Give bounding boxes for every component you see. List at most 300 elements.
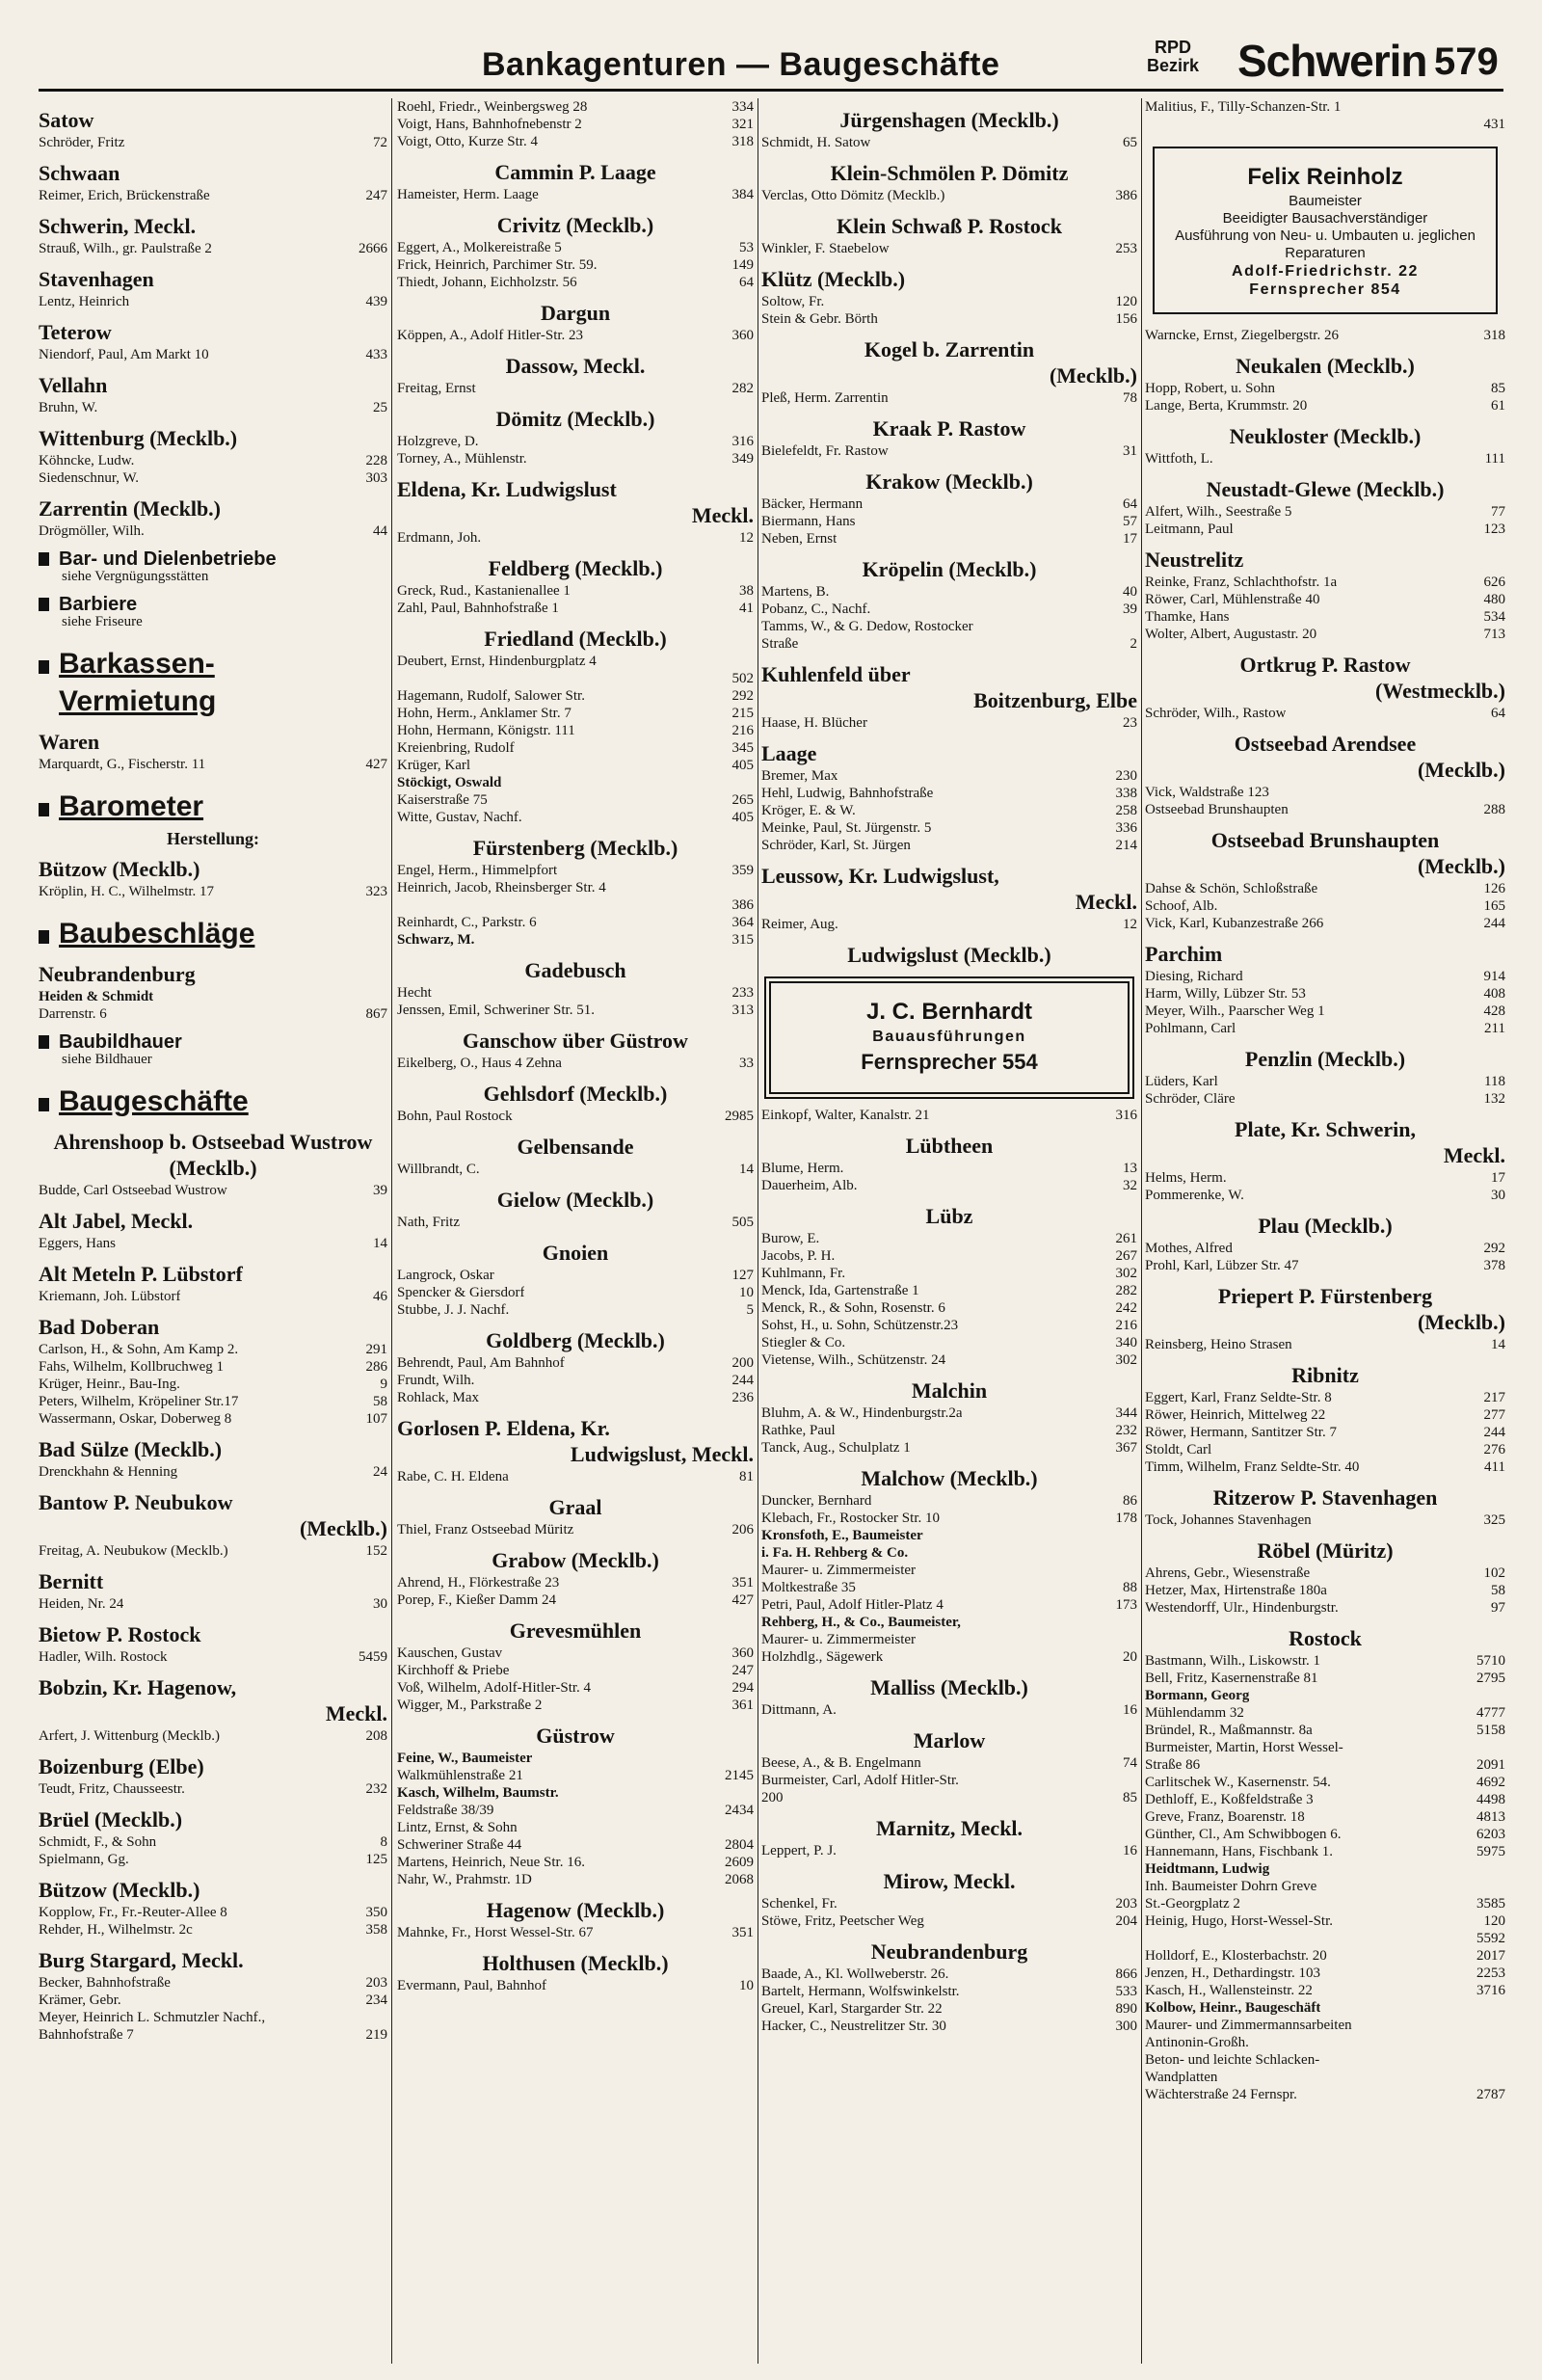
phone-number: 156	[1115, 311, 1137, 327]
directory-entry	[39, 989, 387, 1005]
place-name: Neubrandenburg	[39, 962, 196, 986]
phone-number: 97	[1491, 1600, 1505, 1616]
phone-number: 294	[731, 1680, 754, 1696]
phone-number: 427	[365, 757, 387, 772]
directory-entry	[761, 1335, 1137, 1351]
directory-entry	[1145, 1983, 1505, 1999]
entry-name: Krämer, Gebr.	[39, 1992, 121, 2008]
directory-entry	[1145, 1705, 1505, 1722]
entry-name: Bruhn, W.	[39, 400, 98, 415]
cross-reference: siehe Friseure	[62, 614, 143, 629]
phone-number: 288	[1483, 802, 1505, 817]
entry-name: Tanck, Aug., Schulplatz 1	[761, 1440, 911, 1456]
entry-name: Röwer, Carl, Mühlenstraße 40	[1145, 592, 1320, 607]
directory-entry	[1145, 609, 1505, 626]
place-heading	[397, 555, 754, 581]
entry-name: Greve, Franz, Boarenstr. 18	[1145, 1809, 1305, 1825]
phone-number: 282	[1115, 1283, 1137, 1298]
phone-number: 111	[1484, 451, 1505, 467]
entry-name: i. Fa. H. Rehberg & Co.	[761, 1545, 909, 1561]
phone-number: 216	[1115, 1318, 1137, 1333]
place-heading	[39, 1489, 387, 1541]
phone-number: 277	[1483, 1407, 1505, 1423]
entry-name: Schwarz, M.	[397, 932, 475, 948]
directory-entry	[761, 1266, 1137, 1282]
directory-entry	[1145, 1671, 1505, 1687]
directory-entry	[1145, 881, 1505, 897]
directory-entry	[1145, 1442, 1505, 1458]
place-name: Holthusen (Mecklb.)	[482, 1951, 669, 1975]
phone-number: 2434	[725, 1803, 754, 1818]
phone-number: 216	[731, 723, 754, 738]
place-name: Goldberg (Mecklb.)	[486, 1328, 665, 1352]
ad-line: Beeidigter Bausachverständiger	[1222, 210, 1428, 227]
entry-name: Wigger, M., Parkstraße 2	[397, 1698, 543, 1713]
entry-name: Bielefeldt, Fr. Rastow	[761, 443, 889, 459]
directory-entry	[397, 1663, 754, 1679]
place-heading	[761, 1815, 1137, 1841]
directory-entry	[397, 187, 754, 203]
entry-name: Jacobs, P. H.	[761, 1248, 836, 1264]
directory-entry	[39, 1289, 387, 1305]
entry-name: Rathke, Paul	[761, 1423, 836, 1438]
directory-entry	[39, 1377, 387, 1393]
entry-name: Feine, W., Baumeister	[397, 1751, 533, 1766]
entry-name: Drögmöller, Wilh.	[39, 523, 145, 539]
phone-number: 14	[739, 1162, 754, 1177]
category-heading: Baubildhauer	[39, 1034, 387, 1051]
phone-number: 152	[365, 1543, 387, 1559]
place-name: Schwerin, Meckl.	[39, 214, 197, 238]
directory-entry	[39, 1342, 387, 1358]
place-name-cont: Boitzenburg, Elbe	[973, 688, 1137, 712]
phone-number: 247	[731, 1663, 754, 1678]
directory-entry	[39, 400, 387, 416]
place-heading	[1145, 827, 1505, 879]
entry-name: Nahr, W., Prahmstr. 1D	[397, 1872, 532, 1887]
directory-entry	[1145, 1583, 1505, 1599]
place-heading	[397, 1897, 754, 1923]
entry-name: Holzgreve, D.	[397, 434, 479, 449]
directory-entry	[1145, 1337, 1505, 1353]
phone-number: 338	[1115, 786, 1137, 801]
place-name: Bobzin, Kr. Hagenow,	[39, 1675, 237, 1699]
place-name: Eldena, Kr. Ludwigslust	[397, 477, 617, 501]
entry-name: Heinrich, Jacob, Rheinsberger Str. 4	[397, 880, 606, 896]
directory-entry	[39, 1359, 387, 1376]
entry-name: Holzhdlg., Sägewerk	[761, 1649, 884, 1665]
directory-entry	[397, 117, 754, 133]
place-heading	[397, 1134, 754, 1160]
directory-entry	[39, 1728, 387, 1745]
entry-name: Harm, Willy, Lübzer Str. 53	[1145, 986, 1306, 1002]
phone-number: 378	[1483, 1258, 1505, 1273]
entry-name: Engel, Herm., Himmelpfort	[397, 863, 558, 878]
phone-number: 230	[1115, 768, 1137, 784]
entry-name: Diesing, Richard	[1145, 969, 1243, 984]
directory-entry	[39, 884, 387, 900]
place-name: Bietow P. Rostock	[39, 1622, 201, 1646]
phone-number: 64	[1491, 706, 1505, 721]
phone-number: 120	[1483, 1913, 1505, 1929]
entry-name: Pommerenke, W.	[1145, 1188, 1244, 1203]
place-heading	[1145, 547, 1505, 573]
place-name: Schwaan	[39, 161, 120, 185]
entry-name: Köppen, A., Adolf Hitler-Str. 23	[397, 328, 584, 343]
entry-name: Maurer- und Zimmermannsarbeiten	[1145, 2018, 1352, 2033]
directory-entry	[761, 838, 1137, 854]
phone-number: 46	[373, 1289, 387, 1304]
directory-entry	[1145, 1931, 1505, 1947]
directory-entry	[761, 241, 1137, 257]
place-name: Malchin	[911, 1378, 988, 1403]
phone-number: 405	[731, 758, 754, 773]
directory-entry	[1145, 1459, 1505, 1476]
directory-entry	[397, 932, 754, 949]
category-heading	[39, 646, 387, 682]
entry-name: Schenkel, Fr.	[761, 1896, 837, 1912]
place-heading	[761, 107, 1137, 133]
phone-number: 107	[365, 1411, 387, 1427]
entry-name: Spielmann, Gg.	[39, 1852, 129, 1867]
place-heading	[1145, 941, 1505, 967]
subcategory-label: Herstellung:	[167, 829, 259, 848]
place-name: Gielow (Mecklb.)	[496, 1188, 654, 1212]
phone-number: 323	[365, 884, 387, 899]
directory-entry	[1145, 1653, 1505, 1670]
entry-name: Dethloff, E., Koßfeldstraße 3	[1145, 1792, 1314, 1807]
ad-line: Bauausführungen	[872, 1029, 1026, 1045]
place-name-cont: Ludwigslust, Meckl.	[570, 1442, 754, 1466]
place-name: Klein Schwaß P. Rostock	[837, 214, 1062, 238]
place-heading	[39, 1568, 387, 1594]
phone-number: 286	[365, 1359, 387, 1375]
advertisement-box	[1153, 147, 1498, 314]
directory-entry	[1145, 1913, 1505, 1930]
directory-entry	[1145, 1827, 1505, 1843]
directory-entry	[397, 451, 754, 468]
phone-number: 85	[1491, 381, 1505, 396]
phone-number: 85	[1123, 1790, 1137, 1805]
directory-entry	[397, 275, 754, 291]
place-heading	[39, 729, 387, 755]
entry-name: Pobanz, C., Nachf.	[761, 602, 871, 617]
entry-name: Vick, Karl, Kubanzestraße 266	[1145, 916, 1324, 931]
phone-number: 321	[731, 117, 754, 132]
place-name-cont: (Mecklb.)	[299, 1516, 387, 1540]
directory-entry	[761, 1493, 1137, 1510]
place-heading	[1145, 652, 1505, 704]
phone-number: 349	[731, 451, 754, 467]
phone-number: 2795	[1476, 1671, 1505, 1686]
phone-number: 74	[1123, 1755, 1137, 1771]
place-heading	[1145, 1046, 1505, 1072]
place-name-cont: (Mecklb.)	[1417, 1310, 1505, 1334]
place-heading	[39, 372, 387, 398]
place-heading	[761, 266, 1137, 292]
directory-entry	[761, 1702, 1137, 1719]
directory-entry	[397, 810, 754, 826]
directory-entry	[761, 1423, 1137, 1439]
place-heading	[761, 468, 1137, 495]
entry-name: Eggert, Karl, Franz Seldte-Str. 8	[1145, 1390, 1332, 1405]
directory-entry	[39, 2027, 387, 2044]
phone-number: 533	[1115, 1984, 1137, 1999]
phone-number: 408	[1483, 986, 1505, 1002]
entry-name: Meyer, Wilh., Paarscher Weg 1	[1145, 1003, 1325, 1019]
phone-number: 12	[739, 530, 754, 546]
phone-number: 228	[365, 453, 387, 468]
district-city: Schwerin	[1237, 36, 1427, 86]
entry-name: Stein & Gebr. Börth	[761, 311, 878, 327]
place-name: Neukloster (Mecklb.)	[1229, 424, 1422, 448]
place-heading	[761, 160, 1137, 186]
phone-number: 33	[739, 1056, 754, 1071]
page-title: Bankagenturen — Baugeschäfte	[482, 46, 1000, 83]
phone-number: 13	[1123, 1161, 1137, 1176]
entry-name: Schmidt, H. Satow	[761, 135, 871, 150]
entry-name: Wittfoth, L.	[1145, 451, 1213, 467]
entry-name: Maurer- u. Zimmermeister	[761, 1563, 917, 1578]
entry-name: Antinonin-Großh.	[1145, 2035, 1249, 2050]
phone-number: 431	[1483, 117, 1505, 132]
phone-number: 81	[739, 1469, 754, 1484]
phone-number: 5	[746, 1302, 754, 1318]
entry-name: Heidtmann, Ludwig	[1145, 1861, 1270, 1877]
phone-number: 120	[1115, 294, 1137, 309]
directory-entry	[761, 636, 1137, 653]
place-name: Güstrow	[536, 1724, 615, 1748]
entry-name: Marquardt, G., Fischerstr. 11	[39, 757, 206, 772]
directory-entry	[397, 1751, 754, 1767]
place-name: Priepert P. Fürstenberg	[1217, 1284, 1433, 1308]
place-name: Ritzerow P. Stavenhagen	[1212, 1485, 1438, 1510]
entry-name: Heinig, Hugo, Horst-Wessel-Str.	[1145, 1913, 1334, 1929]
entry-name: Malitius, F., Tilly-Schanzen-Str. 1	[1145, 99, 1342, 115]
entry-name: Bormann, Georg	[1145, 1688, 1250, 1703]
entry-name: Greck, Rud., Kastanienallee 1	[397, 583, 571, 599]
phone-number: 261	[1115, 1231, 1137, 1246]
place-heading	[39, 266, 387, 292]
entry-name: Bastmann, Wilh., Liskowstr. 1	[1145, 1653, 1321, 1669]
phone-number: 300	[1115, 2019, 1137, 2034]
place-heading	[39, 1753, 387, 1779]
directory-entry	[1145, 2018, 1505, 2034]
place-heading	[39, 425, 387, 451]
directory-entry	[761, 1405, 1137, 1422]
phone-number: 58	[1491, 1583, 1505, 1598]
directory-entry	[397, 99, 754, 116]
category-title: Baubeschläge	[59, 918, 255, 949]
entry-name: St.-Georgplatz 2	[1145, 1896, 1240, 1912]
entry-name: Hagemann, Rudolf, Salower Str.	[397, 688, 585, 704]
phone-number: 86	[1123, 1493, 1137, 1509]
place-name: Waren	[39, 730, 100, 754]
directory-entry	[1145, 1861, 1505, 1878]
place-name: Plate, Kr. Schwerin,	[1235, 1117, 1416, 1141]
ad-title: Felix Reinholz	[1247, 164, 1403, 190]
phone-number: 204	[1115, 1913, 1137, 1929]
entry-name: Soltow, Fr.	[761, 294, 825, 309]
place-name: Kraak P. Rastow	[872, 416, 1026, 441]
directory-entry	[397, 1978, 754, 1994]
directory-entry	[397, 792, 754, 809]
entry-name: Carlitschek W., Kasernenstr. 54.	[1145, 1775, 1331, 1790]
phone-number: 16	[1123, 1702, 1137, 1718]
entry-name: Beese, A., & B. Engelmann	[761, 1755, 921, 1771]
place-heading	[39, 1877, 387, 1903]
entry-name: Menck, Ida, Gartenstraße 1	[761, 1283, 919, 1298]
directory-entry	[397, 1162, 754, 1178]
place-name: Feldberg (Mecklb.)	[488, 556, 663, 580]
directory-entry	[39, 1852, 387, 1868]
column-divider	[391, 98, 392, 2364]
phone-number: 17	[1123, 531, 1137, 547]
place-name: Neustadt-Glewe (Mecklb.)	[1206, 477, 1445, 501]
entry-name: Hecht	[397, 985, 432, 1001]
place-name: Dömitz (Mecklb.)	[495, 407, 655, 431]
directory-entry	[761, 1231, 1137, 1247]
entry-name: Biermann, Hans	[761, 514, 856, 529]
entry-name: Hacker, C., Neustrelitzer Str. 30	[761, 2019, 946, 2034]
directory-entry	[39, 2010, 387, 2026]
entry-name: Freitag, Ernst	[397, 381, 476, 396]
entry-name: Fahs, Wilhelm, Kollbruchweg 1	[39, 1359, 225, 1375]
directory-entry	[397, 1785, 754, 1802]
directory-entry	[761, 1108, 1137, 1124]
directory-entry	[1145, 785, 1505, 801]
phone-number: 867	[365, 1006, 387, 1022]
place-heading	[761, 1674, 1137, 1700]
directory-entry	[1145, 627, 1505, 643]
entry-name: Kuhlmann, Fr.	[761, 1266, 846, 1281]
phone-number: 72	[373, 135, 387, 150]
phone-number: 411	[1484, 1459, 1505, 1475]
place-heading	[39, 1261, 387, 1287]
phone-number: 40	[1123, 584, 1137, 600]
place-heading	[39, 1806, 387, 1832]
directory-entry	[1145, 1688, 1505, 1704]
place-name: Hagenow (Mecklb.)	[486, 1898, 665, 1922]
entry-name: Kauschen, Gustav	[397, 1645, 503, 1661]
directory-entry	[761, 1440, 1137, 1457]
place-name: Marnitz, Meckl.	[875, 1816, 1024, 1840]
directory-entry	[397, 740, 754, 757]
phone-number: 14	[1491, 1337, 1505, 1352]
phone-number: 9	[380, 1377, 387, 1392]
entry-name: Westendorff, Ulr., Hindenburgstr.	[1145, 1600, 1339, 1616]
entry-name: Schröder, Fritz	[39, 135, 125, 150]
place-name: Ostseebad Arendsee	[1234, 732, 1417, 756]
entry-name: Mothes, Alfred	[1145, 1241, 1233, 1256]
phone-number: 866	[1115, 1966, 1137, 1982]
directory-entry	[761, 1773, 1137, 1789]
place-name: Marlow	[913, 1728, 986, 1752]
entry-name: Behrendt, Paul, Am Bahnhof	[397, 1355, 565, 1371]
phone-number: 313	[731, 1003, 754, 1018]
directory-entry	[397, 1698, 754, 1714]
entry-name: Stöckigt, Oswald	[397, 775, 502, 790]
entry-name: Mahnke, Fr., Horst Wessel-Str. 67	[397, 1925, 594, 1940]
phone-number: 340	[1115, 1335, 1137, 1350]
entry-name: Vietense, Wilh., Schützenstr. 24	[761, 1352, 946, 1368]
place-heading	[39, 1621, 387, 1647]
directory-entry	[1145, 898, 1505, 915]
entry-name: Stiegler & Co.	[761, 1335, 846, 1350]
directory-entry	[39, 1975, 387, 1992]
entry-name: Dahse & Schön, Schloßstraße	[1145, 881, 1318, 896]
place-name: Boizenburg (Elbe)	[39, 1754, 204, 1778]
directory-entry	[1145, 1966, 1505, 1982]
phone-number: 3716	[1476, 1983, 1505, 1998]
directory-entry	[39, 470, 387, 487]
place-name: Ganschow über Güstrow	[463, 1029, 688, 1053]
ad-line: Baumeister	[1289, 193, 1362, 209]
phone-number: 17	[1491, 1170, 1505, 1186]
directory-entry	[1145, 802, 1505, 818]
place-heading	[39, 107, 387, 133]
phone-number: 38	[739, 583, 754, 599]
place-heading	[1145, 1625, 1505, 1651]
entry-name: Hameister, Herm. Laage	[397, 187, 539, 202]
directory-entry	[1145, 706, 1505, 722]
entry-name: Darrenstr. 6	[39, 1006, 107, 1022]
phone-number: 350	[365, 1905, 387, 1920]
place-name: Grabow (Mecklb.)	[492, 1548, 659, 1572]
entry-name: Hopp, Robert, u. Sohn	[1145, 381, 1275, 396]
phone-number: 345	[731, 740, 754, 756]
phone-number: 5975	[1476, 1844, 1505, 1859]
phone-number: 3585	[1476, 1896, 1505, 1912]
entry-name: Timm, Wilhelm, Franz Seldte-Str. 40	[1145, 1459, 1360, 1475]
directory-entry	[397, 688, 754, 705]
directory-entry	[761, 1966, 1137, 1983]
entry-name: Leitmann, Paul	[1145, 521, 1234, 537]
page-number: 579	[1434, 40, 1499, 83]
phone-number: 502	[731, 671, 754, 686]
entry-name: Bremer, Max	[761, 768, 838, 784]
phone-number: 219	[365, 2027, 387, 2043]
phone-number: 2	[1130, 636, 1137, 652]
place-name: Dassow, Meckl.	[505, 354, 646, 378]
phone-number: 276	[1483, 1442, 1505, 1457]
place-heading	[397, 353, 754, 379]
entry-name: Burow, E.	[761, 1231, 820, 1246]
directory-entry	[761, 2019, 1137, 2035]
place-name: Neukalen (Mecklb.)	[1236, 354, 1415, 378]
entry-name: Pohlmann, Carl	[1145, 1021, 1236, 1036]
place-heading	[397, 1081, 754, 1107]
phone-number: 165	[1483, 898, 1505, 914]
entry-name: Lentz, Heinrich	[39, 294, 130, 309]
entry-name: Freitag, A. Neubukow (Mecklb.)	[39, 1543, 228, 1559]
directory-entry	[397, 1355, 754, 1372]
directory-entry	[1145, 117, 1505, 133]
place-heading	[397, 957, 754, 983]
directory-entry	[397, 1925, 754, 1941]
entry-name: Walkmühlenstraße 21	[397, 1768, 523, 1783]
category-title: Baugeschäfte	[59, 1085, 249, 1117]
place-name: Malliss (Mecklb.)	[870, 1675, 1028, 1699]
directory-entry	[761, 786, 1137, 802]
phone-number: 258	[1115, 803, 1137, 818]
directory-entry	[761, 1528, 1137, 1544]
place-name: Bad Doberan	[39, 1315, 160, 1339]
place-heading	[39, 213, 387, 239]
place-heading	[761, 1377, 1137, 1404]
entry-name: Blume, Herm.	[761, 1161, 844, 1176]
directory-entry	[397, 601, 754, 617]
